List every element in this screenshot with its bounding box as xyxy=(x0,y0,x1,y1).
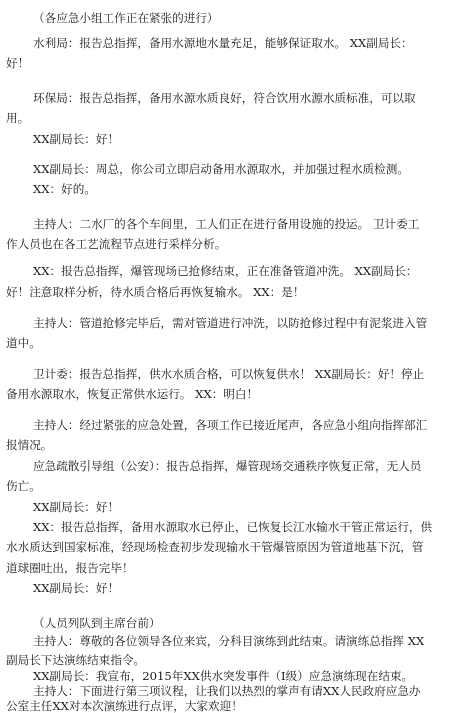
paragraph-line: 环保局：报告总指挥，备用水源水质良好，符合饮用水源水质标准，可以取 xyxy=(33,91,416,105)
paragraph-line: 主持人：经过紧张的应急处置，各项工作已接近尾声，各应急小组向指挥部汇 xyxy=(33,418,428,432)
paragraph-line: XX副局长：好！ xyxy=(33,132,120,146)
paragraph-line: 应急疏散引导组（公安）：报告总指挥，爆管现场交通秩序恢复正常，无人员 xyxy=(33,459,422,473)
paragraph-line: 水利局：报告总指挥，备用水源地水量充足，能够保证取水。 XX副局长： xyxy=(33,36,413,50)
stage-direction: （人员列队到主席台前） xyxy=(33,616,161,630)
paragraph-line: XX副局长：我宣布，2015年XX供水突发事件（Ⅰ级）应急演练现在结束。 xyxy=(33,669,414,683)
paragraph-line: 副局长下达演练结束指令。 xyxy=(6,653,146,667)
paragraph-line: 备用水源取水，恢复正常供水运行。 XX：明白！ xyxy=(6,387,259,401)
paragraph-line: 好！ xyxy=(6,56,30,70)
paragraph-line: 好！注意取样分析，待水质合格后再恢复输水。 XX：是！ xyxy=(6,285,305,299)
stage-direction: （各应急小组工作正在紧张的进行） xyxy=(33,11,219,25)
paragraph-line: XX副局长：周总，你公司立即启动备用水源取水，并加强过程水质检测。 xyxy=(33,162,409,176)
paragraph-line: 主持人：二水厂的各个车间里，工人们正在进行备用设施的投运。 卫计委工 xyxy=(33,217,420,231)
paragraph-line: 水水质达到国家标准，经现场检查初步发现输水干管爆管原因为管道地基下沉，管 xyxy=(6,540,424,554)
paragraph-line: 道球圈吐出，报告完毕！ xyxy=(6,561,134,575)
paragraph-line: 用。 xyxy=(6,111,30,125)
paragraph-line: XX副局长：好！ xyxy=(33,500,120,514)
paragraph-line: 道中。 xyxy=(6,336,41,350)
paragraph-line: 卫计委：报告总指挥，供水水质合格，可以恢复供水！ XX副局长：好！停止 xyxy=(33,367,425,381)
paragraph-line: 主持人：尊敬的各位领导各位来宾，分科目演练到此结束。请演练总指挥 XX xyxy=(33,634,425,648)
paragraph-line: XX：报告总指挥，备用水源取水已停止，已恢复长江水输水干管正常运行，供 xyxy=(33,520,433,534)
paragraph-line: XX：好的。 xyxy=(33,182,96,196)
paragraph-line: 主持人：管道抢修完毕后，需对管道进行冲洗，以防抢修过程中有泥浆进入管 xyxy=(33,316,428,330)
paragraph-line: 作人员也在各工艺流程节点进行采样分析。 xyxy=(6,237,227,251)
paragraph-line: 报情况。 xyxy=(6,438,53,452)
paragraph-line: 公室主任XX对本次演练进行点评，大家欢迎！ xyxy=(6,699,243,713)
paragraph-line: 主持人：下面进行第三项议程，让我们以热烈的掌声有请XX人民政府应急办 xyxy=(33,684,421,698)
paragraph-line: XX：报告总指挥，爆管现场已抢修结束，正在准备管道冲洗。 XX副局长： xyxy=(33,264,418,278)
paragraph-line: XX副局长：好！ xyxy=(33,581,120,595)
paragraph-line: 伤亡。 xyxy=(6,479,41,493)
